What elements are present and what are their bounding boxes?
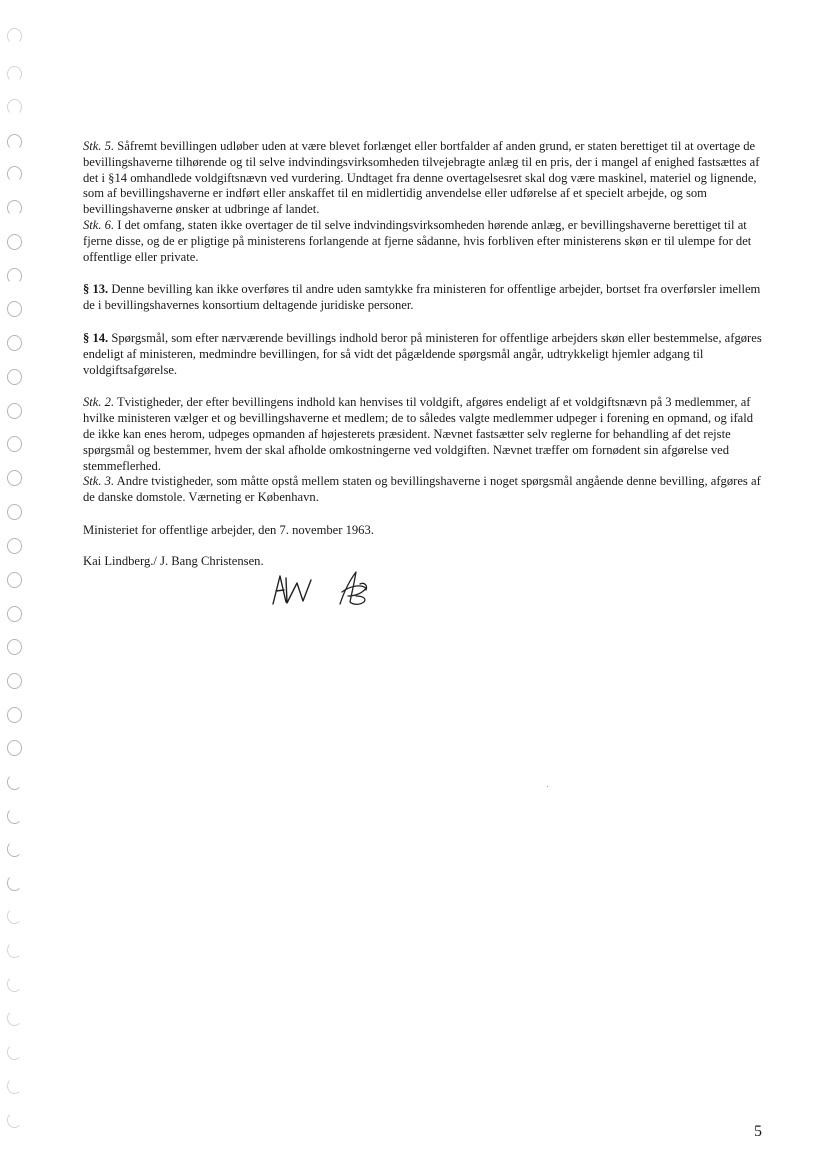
- page-number: 5: [754, 1123, 762, 1140]
- punch-hole: [7, 1112, 22, 1128]
- punch-hole: [7, 976, 22, 992]
- spacer: [83, 539, 763, 554]
- punch-hole: [7, 808, 22, 824]
- punch-hole: [7, 942, 22, 958]
- punch-hole: [7, 908, 22, 924]
- punch-hole: [7, 673, 22, 689]
- scan-speck: [547, 786, 548, 787]
- stk6-label: Stk. 6.: [83, 217, 115, 232]
- paragraph-section-13: [83, 282, 763, 314]
- punch-hole: [7, 606, 22, 622]
- spacer: [83, 265, 763, 282]
- section-13-label: § 13.: [83, 282, 109, 297]
- punch-hole: [7, 335, 22, 351]
- punch-hole: [7, 740, 22, 756]
- stk6-text: I det omfang, staten ikke overtager de til selve indvindingsvirksomheden hørende anlæg, er bevillingshaverne berettiget til at fjerne disse, og de er pligtige på ministerens forlangende at fjerne sådanne, hvis forbliven efter ministerens skøn er til ulempe for det offentlige eller private.: [83, 217, 752, 264]
- stk5-text: Såfremt bevillingen udløber uden at være blevet forlænget eller bortfalder af anden grund, er staten berettiget til at overtage de bevillingshaverne tilhørende og til selve indvindingsvirksomheden tilvejebragte anlæg til en pris, der i mangel af enighed fastsættes af det i §14 omhandlede voldgiftsnævn ved vurdering. Undtaget fra denne overtagelsesret skal dog være maskinel, materiel og lignende, som af bevillingshaverne er indført eller anskaffet til en midlertidig anvendelse eller udførelse af et specielt arbejde, og som bevillingshaverne ønsker at udbringe af landet.: [83, 139, 760, 217]
- punch-hole: [7, 403, 22, 419]
- punch-hole: [7, 639, 22, 655]
- punch-hole: [7, 707, 22, 723]
- punch-hole: [7, 66, 22, 82]
- spacer: [83, 506, 763, 523]
- punch-hole: [7, 1010, 22, 1026]
- punch-hole: [7, 166, 22, 182]
- ministry-date-line: Ministeriet for offentlige arbejder, den 7. november 1963.: [83, 522, 374, 537]
- punch-hole: [7, 28, 22, 44]
- section-14-stk3-text: Andre tvistigheder, som måtte opstå mellem staten og bevillingshaverne i noget spørgsmål angående denne bevilling, afgøres af de danske domstole. Værneting er København.: [83, 474, 761, 505]
- punch-hole: [7, 99, 22, 115]
- section-14-text: Spørgsmål, som efter nærværende bevillings indhold beror på ministeren for offentlige arbejders skøn eller bestemmelse, afgøres endeligt af ministeren, medmindre bevillingen, for så vidt det pågældende spørgsmål angår, udtrykkeligt hjemler adgang til voldgiftsafgørelse.: [83, 330, 762, 377]
- section-14-stk2-text: Tvistigheder, der efter bevillingens indhold kan henvises til voldgift, afgøres endeligt af et voldgiftsnævn på 3 medlemmer, af hvilke ministeren vælger et og bevillingshaverne et medlem; de to således valgte medlemmer udpeger i forening en opmand, og ifald de ikke kan enes herom, udpeges opmanden af højesterets præsident. Nævnet fastsætter selv reglerne for behandling af det rejste spørgsmål og bestemmer, hvem der skal afholde omkostningerne ved voldgiften. Nævnet træffer om fornødent sin afgørelse ved stemmeflerhed.: [83, 395, 754, 473]
- punch-hole: [7, 234, 22, 250]
- punch-hole: [7, 774, 22, 790]
- punch-hole: [7, 369, 22, 385]
- stk5-label: Stk. 5.: [83, 139, 115, 153]
- spacer: [83, 314, 763, 331]
- punch-hole: [7, 504, 22, 520]
- spacer: [83, 378, 763, 395]
- section-14-stk2-label: Stk. 2.: [83, 395, 115, 410]
- punch-hole: [7, 538, 22, 554]
- signatories-line: Kai Lindberg./ J. Bang Christensen.: [83, 553, 264, 568]
- handwritten-initials-signature: [270, 568, 380, 612]
- section-14-stk3-label: Stk. 3.: [83, 474, 115, 489]
- punch-hole: [7, 134, 22, 150]
- paragraph-section-14-stk3: [83, 474, 763, 506]
- punch-hole: [7, 470, 22, 486]
- punch-hole: [7, 1078, 22, 1094]
- punch-hole: [7, 268, 22, 284]
- paragraph-section-14-stk2: [83, 395, 763, 474]
- punch-hole-margin: [5, 28, 27, 1148]
- punch-hole: [7, 572, 22, 588]
- section-13-text: Denne bevilling kan ikke overføres til andre uden samtykke fra ministeren for offentlige arbejder, bortset fra overførsler imellem de i bevillingshavernes konsortium deltagende juridiske personer.: [83, 282, 761, 313]
- punch-hole: [7, 841, 22, 857]
- paragraph-stk6: [83, 218, 763, 265]
- document-body: [83, 139, 763, 570]
- punch-hole: [7, 200, 22, 216]
- paragraph-section-14: [83, 331, 763, 378]
- punch-hole: [7, 1044, 22, 1060]
- paragraph-stk5: [83, 139, 763, 218]
- section-14-label: § 14.: [83, 330, 109, 345]
- punch-hole: [7, 875, 22, 891]
- punch-hole: [7, 301, 22, 317]
- punch-hole: [7, 436, 22, 452]
